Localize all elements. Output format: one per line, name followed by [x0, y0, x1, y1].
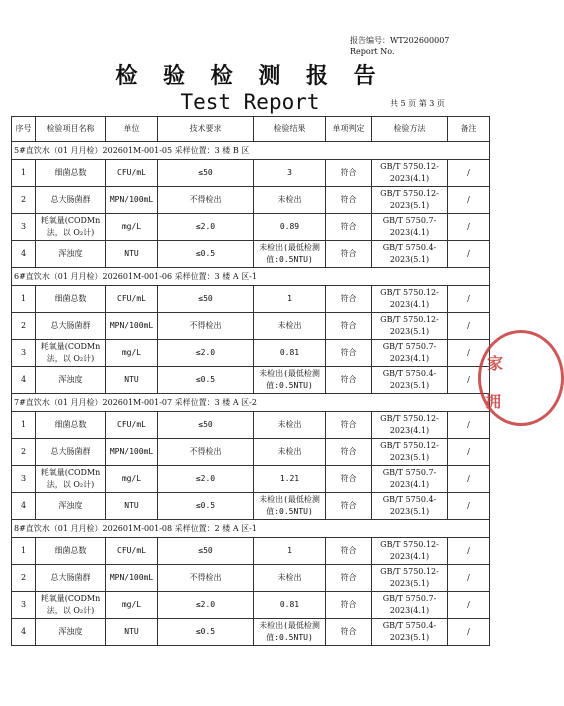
- unit-cell: CFU/mL: [106, 538, 158, 565]
- sample-section-row: [12, 268, 490, 286]
- remark-cell: /: [448, 466, 490, 493]
- judgement-cell: 符合: [326, 565, 372, 592]
- requirement-cell: ≤2.0: [158, 214, 254, 241]
- item-name-cell: 耗氧量(CODMn 法，以 O₂计): [36, 592, 106, 619]
- unit-cell: CFU/mL: [106, 160, 158, 187]
- requirement-cell: 不得检出: [158, 565, 254, 592]
- unit-cell: NTU: [106, 367, 158, 394]
- item-name-cell: 耗氧量(CODMn 法，以 O₂计): [36, 466, 106, 493]
- test-method-cell: GB/T 5750.12-2023(4.1): [372, 160, 448, 187]
- unit-cell: NTU: [106, 493, 158, 520]
- test-method-cell: GB/T 5750.4-2023(5.1): [372, 367, 448, 394]
- row-number-cell: 1: [12, 160, 36, 187]
- item-name-cell: 耗氧量(CODMn 法，以 O₂计): [36, 214, 106, 241]
- unit-cell: mg/L: [106, 466, 158, 493]
- requirement-cell: ≤2.0: [158, 592, 254, 619]
- result-cell: 未检出(最低检测值:0.5NTU): [254, 241, 326, 268]
- remark-cell: /: [448, 367, 490, 394]
- test-method-cell: GB/T 5750.12-2023(5.1): [372, 313, 448, 340]
- sample-section-title: 5#直饮水（01 月月检）202601M-001-05 采样位置：3 楼 B 区: [12, 142, 490, 160]
- item-name-cell: 总大肠菌群: [36, 313, 106, 340]
- result-cell: 未检出(最低检测值:0.5NTU): [254, 493, 326, 520]
- item-name-cell: 总大肠菌群: [36, 565, 106, 592]
- result-cell: 1.21: [254, 466, 326, 493]
- table-row: [12, 412, 490, 439]
- row-number-cell: 4: [12, 241, 36, 268]
- remark-cell: /: [448, 493, 490, 520]
- column-header: 检验项目名称: [36, 117, 106, 142]
- row-number-cell: 2: [12, 439, 36, 466]
- test-method-cell: GB/T 5750.7-2023(4.1): [372, 592, 448, 619]
- item-name-cell: 浑浊度: [36, 619, 106, 646]
- report-number-en-label: Report No.: [350, 47, 395, 56]
- item-name-cell: 浑浊度: [36, 241, 106, 268]
- result-cell: 0.81: [254, 592, 326, 619]
- table-row: [12, 466, 490, 493]
- requirement-cell: ≤2.0: [158, 466, 254, 493]
- result-cell: 0.89: [254, 214, 326, 241]
- judgement-cell: 符合: [326, 367, 372, 394]
- requirement-cell: ≤50: [158, 538, 254, 565]
- column-header: 序号: [12, 117, 36, 142]
- table-row: [12, 187, 490, 214]
- requirement-cell: ≤0.5: [158, 493, 254, 520]
- table-row: [12, 493, 490, 520]
- result-cell: 3: [254, 160, 326, 187]
- result-cell: 1: [254, 538, 326, 565]
- test-method-cell: GB/T 5750.12-2023(5.1): [372, 439, 448, 466]
- table-row: [12, 313, 490, 340]
- column-header: 单项判定: [326, 117, 372, 142]
- remark-cell: /: [448, 286, 490, 313]
- table-header: [12, 117, 490, 142]
- sample-section-row: [12, 520, 490, 538]
- remark-cell: /: [448, 538, 490, 565]
- unit-cell: mg/L: [106, 592, 158, 619]
- row-number-cell: 4: [12, 493, 36, 520]
- unit-cell: NTU: [106, 619, 158, 646]
- requirement-cell: ≤50: [158, 286, 254, 313]
- requirement-cell: 不得检出: [158, 439, 254, 466]
- judgement-cell: 符合: [326, 187, 372, 214]
- row-number-cell: 3: [12, 340, 36, 367]
- judgement-cell: 符合: [326, 160, 372, 187]
- row-number-cell: 2: [12, 187, 36, 214]
- table-row: [12, 241, 490, 268]
- table-row: [12, 286, 490, 313]
- row-number-cell: 2: [12, 313, 36, 340]
- requirement-cell: ≤2.0: [158, 340, 254, 367]
- item-name-cell: 浑浊度: [36, 367, 106, 394]
- judgement-cell: 符合: [326, 466, 372, 493]
- column-header: 技术要求: [158, 117, 254, 142]
- page-title-en: Test Report: [180, 90, 320, 114]
- item-name-cell: 细菌总数: [36, 160, 106, 187]
- requirement-cell: 不得检出: [158, 313, 254, 340]
- report-number: WT202600007: [390, 36, 450, 45]
- column-header: 单位: [106, 117, 158, 142]
- test-method-cell: GB/T 5750.4-2023(5.1): [372, 493, 448, 520]
- table-row: [12, 538, 490, 565]
- test-method-cell: GB/T 5750.7-2023(4.1): [372, 340, 448, 367]
- requirement-cell: ≤0.5: [158, 241, 254, 268]
- test-method-cell: GB/T 5750.12-2023(4.1): [372, 538, 448, 565]
- remark-cell: /: [448, 241, 490, 268]
- page-title-cn: 检 验 检 测 报 告: [115, 63, 385, 89]
- item-name-cell: 总大肠菌群: [36, 439, 106, 466]
- remark-cell: /: [448, 340, 490, 367]
- remark-cell: /: [448, 412, 490, 439]
- table-row: [12, 367, 490, 394]
- report-number-line: [350, 36, 449, 46]
- result-cell: 未检出: [254, 565, 326, 592]
- item-name-cell: 细菌总数: [36, 538, 106, 565]
- result-cell: 未检出(最低检测值:0.5NTU): [254, 619, 326, 646]
- results-table: [11, 116, 490, 646]
- sample-section-title: 7#直饮水（01 月月检）202601M-001-07 采样位置：3 楼 A 区-2: [12, 394, 490, 412]
- unit-cell: MPN/100mL: [106, 187, 158, 214]
- unit-cell: CFU/mL: [106, 412, 158, 439]
- row-number-cell: 2: [12, 565, 36, 592]
- requirement-cell: ≤50: [158, 412, 254, 439]
- judgement-cell: 符合: [326, 439, 372, 466]
- judgement-cell: 符合: [326, 214, 372, 241]
- requirement-cell: ≤50: [158, 160, 254, 187]
- row-number-cell: 4: [12, 619, 36, 646]
- page-indicator: 共 5 页 第 3 页: [390, 99, 445, 108]
- requirement-cell: 不得检出: [158, 187, 254, 214]
- result-cell: 1: [254, 286, 326, 313]
- sample-section-title: 8#直饮水（01 月月检）202601M-001-08 采样位置：2 楼 A 区-1: [12, 520, 490, 538]
- table-row: [12, 340, 490, 367]
- test-method-cell: GB/T 5750.4-2023(5.1): [372, 619, 448, 646]
- remark-cell: /: [448, 313, 490, 340]
- row-number-cell: 1: [12, 412, 36, 439]
- table-row: [12, 619, 490, 646]
- judgement-cell: 符合: [326, 340, 372, 367]
- unit-cell: mg/L: [106, 340, 158, 367]
- remark-cell: /: [448, 565, 490, 592]
- requirement-cell: ≤0.5: [158, 367, 254, 394]
- row-number-cell: 3: [12, 592, 36, 619]
- column-header: 检验方法: [372, 117, 448, 142]
- remark-cell: /: [448, 160, 490, 187]
- judgement-cell: 符合: [326, 619, 372, 646]
- test-method-cell: GB/T 5750.12-2023(4.1): [372, 286, 448, 313]
- unit-cell: mg/L: [106, 214, 158, 241]
- table-row: [12, 565, 490, 592]
- result-cell: 未检出: [254, 313, 326, 340]
- remark-cell: /: [448, 619, 490, 646]
- remark-cell: /: [448, 439, 490, 466]
- table-row: [12, 214, 490, 241]
- judgement-cell: 符合: [326, 286, 372, 313]
- judgement-cell: 符合: [326, 592, 372, 619]
- result-cell: 未检出(最低检测值:0.5NTU): [254, 367, 326, 394]
- unit-cell: MPN/100mL: [106, 313, 158, 340]
- item-name-cell: 浑浊度: [36, 493, 106, 520]
- item-name-cell: 细菌总数: [36, 412, 106, 439]
- test-method-cell: GB/T 5750.7-2023(4.1): [372, 466, 448, 493]
- report-number-label: 报告编号：: [350, 36, 390, 45]
- result-cell: 未检出: [254, 187, 326, 214]
- unit-cell: MPN/100mL: [106, 439, 158, 466]
- item-name-cell: 细菌总数: [36, 286, 106, 313]
- result-cell: 未检出: [254, 412, 326, 439]
- judgement-cell: 符合: [326, 538, 372, 565]
- test-method-cell: GB/T 5750.12-2023(5.1): [372, 565, 448, 592]
- sample-section-row: [12, 394, 490, 412]
- table-row: [12, 592, 490, 619]
- judgement-cell: 符合: [326, 241, 372, 268]
- table-row: [12, 160, 490, 187]
- test-method-cell: GB/T 5750.4-2023(5.1): [372, 241, 448, 268]
- unit-cell: MPN/100mL: [106, 565, 158, 592]
- row-number-cell: 3: [12, 214, 36, 241]
- item-name-cell: 总大肠菌群: [36, 187, 106, 214]
- remark-cell: /: [448, 592, 490, 619]
- row-number-cell: 1: [12, 538, 36, 565]
- table-body: [12, 142, 490, 646]
- test-method-cell: GB/T 5750.12-2023(4.1): [372, 412, 448, 439]
- row-number-cell: 3: [12, 466, 36, 493]
- result-cell: 未检出: [254, 439, 326, 466]
- test-method-cell: GB/T 5750.12-2023(5.1): [372, 187, 448, 214]
- test-method-cell: GB/T 5750.7-2023(4.1): [372, 214, 448, 241]
- judgement-cell: 符合: [326, 493, 372, 520]
- column-header: 备注: [448, 117, 490, 142]
- remark-cell: /: [448, 214, 490, 241]
- judgement-cell: 符合: [326, 412, 372, 439]
- table-row: [12, 439, 490, 466]
- row-number-cell: 1: [12, 286, 36, 313]
- sample-section-row: [12, 142, 490, 160]
- sample-section-title: 6#直饮水（01 月月检）202601M-001-06 采样位置：3 楼 A 区-1: [12, 268, 490, 286]
- row-number-cell: 4: [12, 367, 36, 394]
- column-header: 检验结果: [254, 117, 326, 142]
- company-seal: 家 拥: [478, 330, 564, 426]
- judgement-cell: 符合: [326, 313, 372, 340]
- remark-cell: /: [448, 187, 490, 214]
- unit-cell: CFU/mL: [106, 286, 158, 313]
- item-name-cell: 耗氧量(CODMn 法，以 O₂计): [36, 340, 106, 367]
- requirement-cell: ≤0.5: [158, 619, 254, 646]
- unit-cell: NTU: [106, 241, 158, 268]
- result-cell: 0.81: [254, 340, 326, 367]
